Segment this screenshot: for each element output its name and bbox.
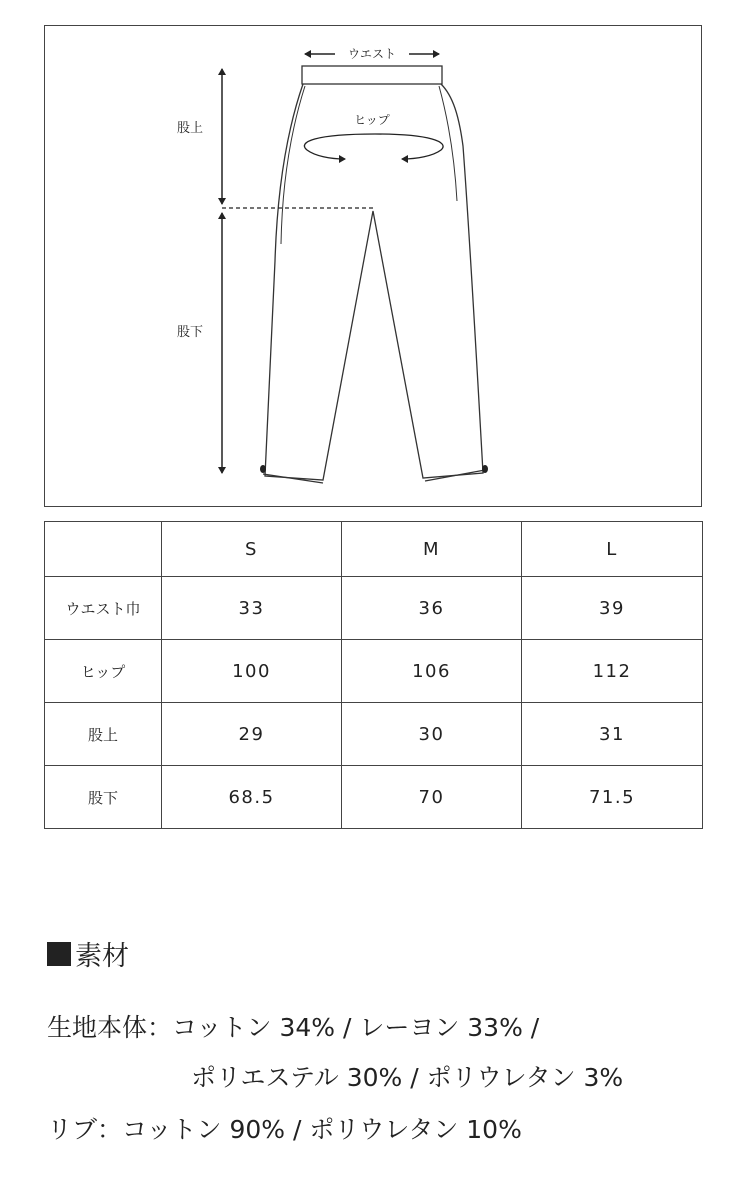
size-diagram	[44, 25, 702, 507]
pants-diagram	[45, 26, 703, 508]
table-header-cell: S	[162, 522, 342, 577]
table-row	[45, 640, 703, 703]
left-hem	[263, 474, 323, 483]
table-row	[45, 703, 703, 766]
material-rib-line: リブ：コットン 90% / ポリウレタン 10%	[47, 1115, 522, 1144]
waistband	[302, 66, 442, 84]
hip-circle-left	[304, 134, 375, 159]
hip-label: ヒップ	[354, 113, 390, 127]
pants-outline	[265, 84, 483, 480]
table-cell: 33	[162, 577, 342, 640]
table-header-row	[45, 522, 703, 577]
table-cell: 68.5	[162, 766, 342, 829]
table-header-cell: L	[522, 522, 703, 577]
table-row	[45, 577, 703, 640]
material-body-line-2: ポリエステル 30% / ポリウレタン 3%	[191, 1063, 624, 1092]
table-header-cell: M	[342, 522, 522, 577]
right-hem	[425, 470, 485, 481]
table-header-cell	[45, 522, 162, 577]
hip-circle-right	[375, 134, 443, 159]
material-heading-text: 素材	[75, 941, 129, 972]
table-cell: 112	[522, 640, 703, 703]
table-cell: 30	[342, 703, 522, 766]
right-hem-dot	[482, 465, 488, 473]
row-label: 股上	[45, 703, 162, 766]
table-cell: 39	[522, 577, 703, 640]
table-cell: 70	[342, 766, 522, 829]
waist-label: ウエスト	[347, 47, 397, 61]
table-cell: 31	[522, 703, 703, 766]
table-row	[45, 766, 703, 829]
table-cell: 29	[162, 703, 342, 766]
size-table	[44, 521, 703, 829]
material-heading	[47, 934, 129, 973]
rise-label: 股上	[176, 121, 204, 136]
row-label: 股下	[45, 766, 162, 829]
table-cell: 71.5	[522, 766, 703, 829]
material-body-line-1: 生地本体：コットン 34% / レーヨン 33% /	[47, 1013, 540, 1042]
table-cell: 36	[342, 577, 522, 640]
table-cell: 100	[162, 640, 342, 703]
pants-inner-line	[281, 86, 305, 244]
row-label: ヒップ	[45, 640, 162, 703]
table-cell: 106	[342, 640, 522, 703]
inseam-label: 股下	[176, 325, 204, 340]
row-label: ウエスト巾	[45, 577, 162, 640]
left-hem-dot	[260, 465, 266, 473]
square-bullet-icon	[47, 942, 71, 966]
